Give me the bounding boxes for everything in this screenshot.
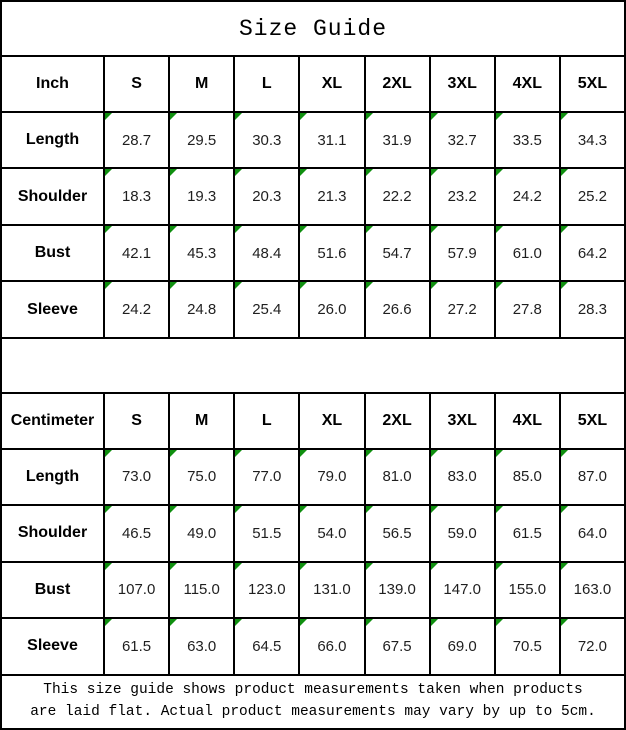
green-triangle-icon	[366, 619, 373, 626]
green-triangle-icon	[300, 619, 307, 626]
green-triangle-icon	[235, 563, 242, 570]
green-triangle-icon	[496, 506, 503, 513]
measurement-value: 51.6	[317, 244, 347, 262]
measurement-value: 131.0	[313, 581, 351, 599]
green-triangle-icon	[300, 563, 307, 570]
measurement-cell	[365, 225, 430, 281]
measurement-row	[1, 168, 625, 224]
green-triangle-icon	[300, 450, 307, 457]
row-label: Bust	[1, 225, 104, 281]
measurement-value: 87.0	[577, 468, 608, 486]
green-triangle-icon	[300, 282, 307, 289]
measurement-value: 59.0	[447, 524, 477, 542]
green-triangle-icon	[431, 113, 438, 120]
row-label: Sleeve	[1, 618, 104, 675]
measurement-cell	[365, 449, 430, 505]
measurement-cell	[299, 281, 364, 338]
measurement-cell	[169, 112, 234, 168]
measurement-value: 77.0	[252, 468, 282, 486]
measurement-value: 64.0	[577, 524, 608, 542]
green-triangle-icon	[561, 563, 568, 570]
measurement-row	[1, 618, 625, 675]
green-triangle-icon	[366, 226, 373, 233]
measurement-cell	[234, 168, 299, 224]
size-col-header: M	[169, 393, 234, 448]
measurement-value: 25.4	[252, 301, 282, 319]
measurement-value: 56.5	[382, 524, 412, 542]
measurement-value: 75.0	[187, 468, 217, 486]
centimeter-table-section	[1, 393, 625, 674]
measurement-value: 64.5	[252, 637, 282, 655]
green-triangle-icon	[105, 450, 112, 457]
green-triangle-icon	[561, 506, 568, 513]
row-label: Bust	[1, 562, 104, 618]
footer-section	[1, 675, 625, 729]
measurement-cell	[495, 281, 560, 338]
measurement-cell	[104, 225, 169, 281]
measurement-cell	[560, 281, 625, 338]
measurement-cell	[169, 225, 234, 281]
green-triangle-icon	[235, 619, 242, 626]
measurement-cell	[495, 618, 560, 675]
green-triangle-icon	[235, 113, 242, 120]
green-triangle-icon	[561, 226, 568, 233]
green-triangle-icon	[431, 450, 438, 457]
green-triangle-icon	[105, 113, 112, 120]
measurement-value: 139.0	[378, 581, 416, 599]
green-triangle-icon	[431, 563, 438, 570]
footer-note-line1: This size guide shows product measurements taken when products	[43, 681, 583, 698]
measurement-value: 24.2	[121, 301, 152, 319]
size-header-row	[1, 56, 625, 111]
measurement-value: 34.3	[577, 131, 608, 149]
measurement-cell	[234, 505, 299, 561]
green-triangle-icon	[431, 619, 438, 626]
title-section	[1, 1, 625, 56]
footer-note-line2: are laid flat. Actual product measurements may vary by up to 5cm.	[30, 704, 596, 721]
measurement-cell	[299, 505, 364, 561]
measurement-value: 42.1	[121, 244, 152, 262]
green-triangle-icon	[496, 282, 503, 289]
measurement-value: 81.0	[382, 468, 412, 486]
measurement-value: 24.2	[512, 188, 542, 206]
spacer-row	[1, 338, 625, 393]
measurement-cell	[169, 449, 234, 505]
measurement-cell	[299, 112, 364, 168]
measurement-value: 28.3	[577, 301, 608, 319]
measurement-value: 31.1	[317, 131, 347, 149]
row-label: Length	[1, 112, 104, 168]
size-col-header: 5XL	[560, 56, 625, 111]
measurement-value: 30.3	[252, 131, 282, 149]
measurement-cell	[495, 225, 560, 281]
measurement-row	[1, 281, 625, 338]
measurement-value: 32.7	[447, 131, 477, 149]
green-triangle-icon	[496, 226, 503, 233]
measurement-cell	[430, 168, 495, 224]
measurement-cell	[430, 281, 495, 338]
measurement-cell	[104, 168, 169, 224]
measurement-cell	[169, 618, 234, 675]
green-triangle-icon	[300, 506, 307, 513]
measurement-value: 79.0	[317, 468, 347, 486]
size-col-header: 2XL	[365, 393, 430, 448]
measurement-cell	[495, 562, 560, 618]
measurement-value: 123.0	[248, 581, 286, 599]
green-triangle-icon	[561, 169, 568, 176]
measurement-row	[1, 449, 625, 505]
measurement-value: 45.3	[187, 244, 217, 262]
measurement-value: 26.0	[317, 301, 347, 319]
measurement-value: 107.0	[117, 581, 156, 599]
green-triangle-icon	[105, 506, 112, 513]
green-triangle-icon	[561, 282, 568, 289]
measurement-cell	[430, 562, 495, 618]
green-triangle-icon	[496, 619, 503, 626]
measurement-cell	[495, 168, 560, 224]
measurement-cell	[365, 112, 430, 168]
measurement-cell	[430, 225, 495, 281]
measurement-cell	[234, 112, 299, 168]
green-triangle-icon	[170, 619, 177, 626]
green-triangle-icon	[300, 169, 307, 176]
measurement-value: 48.4	[252, 244, 282, 262]
size-col-header: S	[104, 393, 169, 448]
measurement-value: 23.2	[447, 188, 477, 206]
measurement-value: 27.8	[512, 301, 542, 319]
measurement-value: 155.0	[508, 581, 547, 599]
measurement-value: 61.5	[121, 637, 152, 655]
green-triangle-icon	[366, 113, 373, 120]
size-col-header: S	[104, 56, 169, 111]
measurement-cell	[560, 618, 625, 675]
measurement-value: 66.0	[317, 637, 347, 655]
measurement-row	[1, 505, 625, 561]
measurement-cell	[560, 449, 625, 505]
measurement-cell	[560, 562, 625, 618]
measurement-cell	[104, 281, 169, 338]
measurement-value: 20.3	[252, 188, 282, 206]
measurement-value: 31.9	[382, 131, 412, 149]
spacer-cell	[1, 338, 625, 393]
measurement-cell	[560, 112, 625, 168]
green-triangle-icon	[431, 169, 438, 176]
row-label: Length	[1, 449, 104, 505]
size-col-header: 4XL	[495, 56, 560, 111]
unit-header: Inch	[1, 56, 104, 111]
measurement-cell	[495, 449, 560, 505]
measurement-cell	[104, 449, 169, 505]
measurement-value: 19.3	[187, 188, 217, 206]
measurement-value: 67.5	[382, 637, 412, 655]
measurement-cell	[169, 505, 234, 561]
measurement-value: 61.0	[512, 244, 542, 262]
measurement-value: 69.0	[447, 637, 477, 655]
size-col-header: L	[234, 56, 299, 111]
measurement-value: 26.6	[382, 301, 412, 319]
size-col-header: 5XL	[560, 393, 625, 448]
measurement-value: 29.5	[187, 131, 217, 149]
green-triangle-icon	[170, 113, 177, 120]
measurement-value: 25.2	[577, 188, 608, 206]
measurement-cell	[234, 281, 299, 338]
measurement-value: 46.5	[121, 524, 152, 542]
measurement-cell	[365, 281, 430, 338]
measurement-value: 22.2	[382, 188, 412, 206]
measurement-cell	[560, 225, 625, 281]
measurement-value: 54.0	[317, 524, 347, 542]
measurement-value: 70.5	[512, 637, 542, 655]
green-triangle-icon	[496, 450, 503, 457]
green-triangle-icon	[105, 169, 112, 176]
green-triangle-icon	[170, 226, 177, 233]
measurement-cell	[430, 449, 495, 505]
measurement-value: 147.0	[443, 581, 481, 599]
measurement-cell	[299, 449, 364, 505]
green-triangle-icon	[105, 619, 112, 626]
green-triangle-icon	[561, 619, 568, 626]
green-triangle-icon	[170, 169, 177, 176]
measurement-cell	[234, 449, 299, 505]
measurement-value: 64.2	[577, 244, 608, 262]
green-triangle-icon	[561, 450, 568, 457]
measurement-value: 163.0	[573, 581, 612, 599]
measurement-value: 24.8	[187, 301, 217, 319]
measurement-value: 49.0	[187, 524, 217, 542]
size-col-header: 4XL	[495, 393, 560, 448]
green-triangle-icon	[235, 282, 242, 289]
measurement-cell	[234, 618, 299, 675]
size-col-header: 3XL	[430, 393, 495, 448]
green-triangle-icon	[366, 563, 373, 570]
measurement-value: 57.9	[447, 244, 477, 262]
green-triangle-icon	[300, 113, 307, 120]
measurement-row	[1, 225, 625, 281]
measurement-cell	[365, 505, 430, 561]
green-triangle-icon	[105, 563, 112, 570]
measurement-value: 27.2	[447, 301, 477, 319]
green-triangle-icon	[561, 113, 568, 120]
measurement-value: 61.5	[512, 524, 542, 542]
measurement-value: 51.5	[252, 524, 282, 542]
green-triangle-icon	[496, 169, 503, 176]
green-triangle-icon	[366, 169, 373, 176]
size-col-header: XL	[299, 56, 364, 111]
measurement-cell	[430, 505, 495, 561]
measurement-cell	[495, 112, 560, 168]
measurement-value: 18.3	[121, 188, 152, 206]
footer-note	[1, 675, 625, 729]
measurement-row	[1, 112, 625, 168]
green-triangle-icon	[235, 506, 242, 513]
measurement-row	[1, 562, 625, 618]
measurement-cell	[169, 281, 234, 338]
green-triangle-icon	[105, 226, 112, 233]
measurement-cell	[365, 562, 430, 618]
green-triangle-icon	[366, 450, 373, 457]
measurement-cell	[365, 618, 430, 675]
measurement-value: 115.0	[183, 581, 220, 599]
measurement-value: 54.7	[382, 244, 412, 262]
green-triangle-icon	[235, 169, 242, 176]
spacer-section	[1, 338, 625, 393]
green-triangle-icon	[431, 506, 438, 513]
measurement-cell	[169, 168, 234, 224]
row-label: Sleeve	[1, 281, 104, 338]
measurement-value: 63.0	[187, 637, 217, 655]
size-col-header: XL	[299, 393, 364, 448]
title-row	[1, 1, 625, 56]
measurement-cell	[495, 505, 560, 561]
size-col-header: 3XL	[430, 56, 495, 111]
measurement-cell	[299, 562, 364, 618]
measurement-cell	[234, 225, 299, 281]
green-triangle-icon	[170, 450, 177, 457]
size-col-header: 2XL	[365, 56, 430, 111]
row-label: Shoulder	[1, 168, 104, 224]
page-title: Size Guide	[1, 1, 625, 56]
green-triangle-icon	[366, 282, 373, 289]
size-header-row	[1, 393, 625, 448]
size-col-header: L	[234, 393, 299, 448]
inch-table-section	[1, 56, 625, 337]
green-triangle-icon	[170, 563, 177, 570]
measurement-value: 33.5	[512, 131, 542, 149]
measurement-cell	[234, 562, 299, 618]
measurement-value: 85.0	[512, 468, 542, 486]
footer-row	[1, 675, 625, 729]
unit-header: Centimeter	[1, 393, 104, 448]
measurement-cell	[430, 618, 495, 675]
measurement-value: 73.0	[121, 468, 152, 486]
measurement-value: 28.7	[121, 131, 152, 149]
green-triangle-icon	[235, 226, 242, 233]
measurement-cell	[104, 112, 169, 168]
green-triangle-icon	[431, 226, 438, 233]
green-triangle-icon	[105, 282, 112, 289]
green-triangle-icon	[431, 282, 438, 289]
green-triangle-icon	[496, 563, 503, 570]
measurement-cell	[299, 618, 364, 675]
measurement-cell	[104, 618, 169, 675]
measurement-cell	[560, 505, 625, 561]
green-triangle-icon	[170, 282, 177, 289]
measurement-cell	[104, 562, 169, 618]
green-triangle-icon	[496, 113, 503, 120]
green-triangle-icon	[366, 506, 373, 513]
measurement-value: 72.0	[577, 637, 608, 655]
green-triangle-icon	[235, 450, 242, 457]
row-label: Shoulder	[1, 505, 104, 561]
measurement-cell	[169, 562, 234, 618]
measurement-value: 21.3	[317, 188, 347, 206]
measurement-cell	[299, 225, 364, 281]
size-col-header: M	[169, 56, 234, 111]
green-triangle-icon	[170, 506, 177, 513]
measurement-cell	[430, 112, 495, 168]
green-triangle-icon	[300, 226, 307, 233]
measurement-cell	[560, 168, 625, 224]
measurement-cell	[299, 168, 364, 224]
measurement-value: 83.0	[447, 468, 477, 486]
measurement-cell	[104, 505, 169, 561]
measurement-cell	[365, 168, 430, 224]
